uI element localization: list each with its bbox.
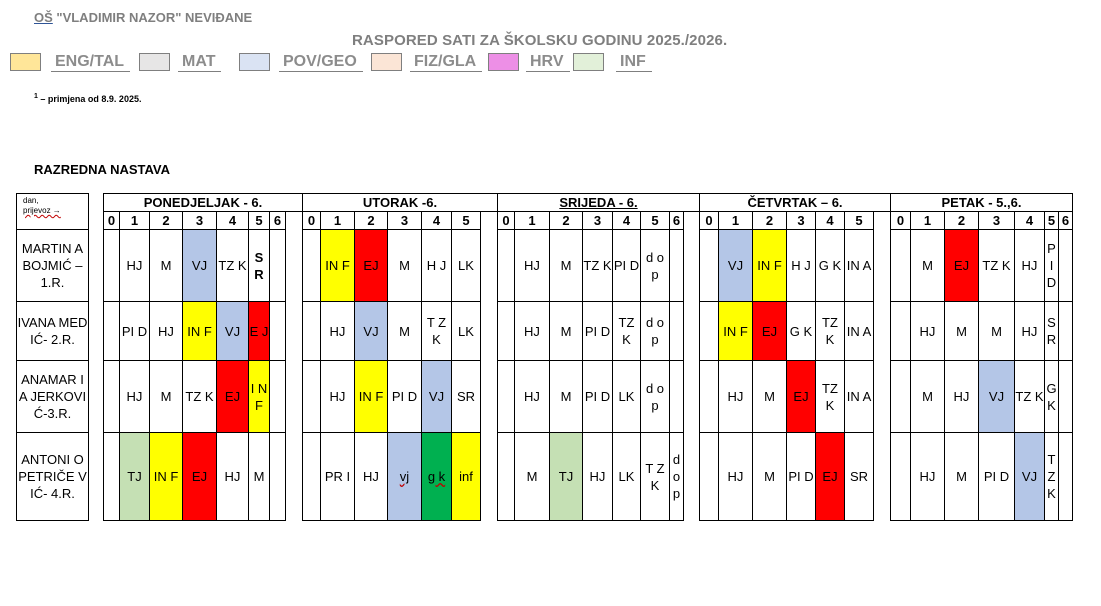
day-monday: PONEDJELJAK - 6. <box>104 194 303 212</box>
lesson-cell: M <box>753 433 787 521</box>
period-number: 2 <box>945 212 979 230</box>
lesson-cell: LK <box>613 433 641 521</box>
cell-empty <box>670 361 684 433</box>
lesson-cell: M <box>979 302 1015 361</box>
lesson-cell: T Z K <box>422 302 452 361</box>
period-number: 3 <box>183 212 217 230</box>
period-number: 4 <box>613 212 641 230</box>
lesson-cell: M <box>550 361 583 433</box>
legend-swatch-inf <box>573 53 604 71</box>
teacher-name: MARTIN A BOJMIĆ – 1.R. <box>17 230 89 302</box>
spacer <box>89 361 104 433</box>
period-number: 1 <box>719 212 753 230</box>
period-number: 0 <box>700 212 719 230</box>
lesson-cell: HJ <box>120 361 150 433</box>
cell-empty <box>891 433 911 521</box>
legend-swatch-fiz-gla <box>371 53 402 71</box>
lesson-cell: VJ <box>355 302 388 361</box>
lesson-cell: d o p <box>641 302 670 361</box>
lesson-cell: TZ K <box>816 302 845 361</box>
period-number: 2 <box>150 212 183 230</box>
lesson-cell: HJ <box>945 361 979 433</box>
spacer <box>286 230 303 302</box>
lesson-cell: HJ <box>321 302 355 361</box>
period-number: 0 <box>303 212 321 230</box>
cell-empty <box>700 433 719 521</box>
cell-empty <box>670 230 684 302</box>
day-friday: PETAK - 5.,6. <box>891 194 1073 212</box>
lesson-cell: TZ K <box>979 230 1015 302</box>
spacer <box>874 212 891 230</box>
cell-empty <box>498 361 515 433</box>
lesson-cell: HJ <box>515 361 550 433</box>
legend-label-hrv: HRV <box>526 53 570 72</box>
table-row <box>17 361 1073 433</box>
period-number: 5 <box>1045 212 1059 230</box>
legend-swatch-pov-geo <box>239 53 270 71</box>
teacher-name: ANTONI O PETRIČE VIĆ- 4.R. <box>17 433 89 521</box>
lesson-cell: TZ K <box>1015 361 1045 433</box>
lesson-cell: EJ <box>816 433 845 521</box>
legend-label-eng-tal: ENG/TAL <box>51 53 130 72</box>
cell-empty <box>670 302 684 361</box>
lesson-cell: VJ <box>719 230 753 302</box>
period-number: 4 <box>217 212 249 230</box>
page-title: RASPORED SATI ZA ŠKOLSKU GODINU 2025./2026. <box>352 32 728 49</box>
spacer <box>286 212 303 230</box>
lesson-cell: SR <box>845 433 874 521</box>
lesson-cell: IN F <box>150 433 183 521</box>
lesson-cell: LK <box>452 230 481 302</box>
lesson-cell: E J <box>249 302 270 361</box>
teacher-name: IVANA MEDIĆ- 2.R. <box>17 302 89 361</box>
lesson-cell: T Z K <box>1045 433 1059 521</box>
cell-empty <box>498 230 515 302</box>
lesson-cell: IN A <box>845 302 874 361</box>
lesson-cell: SR <box>452 361 481 433</box>
lesson-cell: TZ K <box>613 302 641 361</box>
corner-cell: dan, prijevoz → <box>17 194 89 230</box>
lesson-cell: TZ K <box>583 230 613 302</box>
cell-empty <box>1059 433 1073 521</box>
lesson-cell: TJ <box>550 433 583 521</box>
spacer <box>89 194 104 212</box>
lesson-cell: TZ K <box>183 361 217 433</box>
lesson-cell: HJ <box>583 433 613 521</box>
lesson-cell: HJ <box>911 433 945 521</box>
cell-empty <box>303 361 321 433</box>
lesson-cell: HJ <box>515 230 550 302</box>
spacer <box>684 212 700 230</box>
period-number: 0 <box>104 212 120 230</box>
period-number: 0 <box>891 212 911 230</box>
lesson-cell: VJ <box>1015 433 1045 521</box>
spacer <box>481 230 498 302</box>
lesson-cell: M <box>388 302 422 361</box>
lesson-cell: VJ <box>979 361 1015 433</box>
period-number: 1 <box>515 212 550 230</box>
lesson-cell: d o p <box>641 230 670 302</box>
lesson-cell: G K <box>1045 361 1059 433</box>
cell-empty <box>498 302 515 361</box>
cell-empty <box>104 433 120 521</box>
spacer <box>286 302 303 361</box>
lesson-cell: IN F <box>183 302 217 361</box>
period-number: 3 <box>979 212 1015 230</box>
lesson-cell: EJ <box>217 361 249 433</box>
lesson-cell: g k <box>422 433 452 521</box>
lesson-cell: P I D <box>1045 230 1059 302</box>
lesson-cell: VJ <box>217 302 249 361</box>
section-heading: RAZREDNA NASTAVA <box>34 162 171 177</box>
lesson-cell: PI D <box>787 433 816 521</box>
period-number: 5 <box>845 212 874 230</box>
lesson-cell: G K <box>787 302 816 361</box>
cell-empty <box>104 361 120 433</box>
lesson-cell: LK <box>613 361 641 433</box>
spacer <box>286 361 303 433</box>
period-number-row <box>17 212 1073 230</box>
lesson-cell: HJ <box>515 302 550 361</box>
spacer <box>89 433 104 521</box>
cell-empty <box>700 302 719 361</box>
day-tuesday: UTORAK -6. <box>303 194 498 212</box>
lesson-cell: IN F <box>719 302 753 361</box>
lesson-cell: IN A <box>845 361 874 433</box>
period-number: 6 <box>270 212 286 230</box>
lesson-cell: PI D <box>583 302 613 361</box>
period-number: 0 <box>498 212 515 230</box>
lesson-cell: M <box>150 361 183 433</box>
spacer <box>684 230 700 302</box>
period-number: 2 <box>753 212 787 230</box>
period-number: 1 <box>911 212 945 230</box>
lesson-cell: d o p <box>641 361 670 433</box>
lesson-cell: LK <box>452 302 481 361</box>
spacer <box>874 230 891 302</box>
period-number: 6 <box>670 212 684 230</box>
period-number: 4 <box>422 212 452 230</box>
lesson-cell: EJ <box>945 230 979 302</box>
period-number: 3 <box>583 212 613 230</box>
cell-empty <box>498 433 515 521</box>
lesson-cell: PI D <box>583 361 613 433</box>
period-number: 3 <box>787 212 816 230</box>
day-header-row <box>17 194 1073 212</box>
cell-empty <box>1059 230 1073 302</box>
cell-empty <box>303 302 321 361</box>
lesson-cell: TZ K <box>217 230 249 302</box>
period-number: 4 <box>1015 212 1045 230</box>
legend-label-pov-geo: POV/GEO <box>279 53 363 72</box>
lesson-cell: TJ <box>120 433 150 521</box>
legend-swatch-mat <box>139 53 170 71</box>
spacer <box>874 361 891 433</box>
cell-empty <box>891 230 911 302</box>
lesson-cell: S R <box>1045 302 1059 361</box>
lesson-cell: PI D <box>613 230 641 302</box>
school-name: OŠ "VLADIMIR NAZOR" NEVIĐANE <box>34 10 253 25</box>
cell-empty <box>303 230 321 302</box>
lesson-cell: PI D <box>388 361 422 433</box>
lesson-cell: EJ <box>787 361 816 433</box>
lesson-cell: M <box>388 230 422 302</box>
lesson-cell: VJ <box>422 361 452 433</box>
cell-empty <box>270 302 286 361</box>
lesson-cell: IN A <box>845 230 874 302</box>
period-number: 5 <box>641 212 670 230</box>
cell-empty <box>1059 361 1073 433</box>
cell-empty <box>104 230 120 302</box>
spacer <box>481 302 498 361</box>
lesson-cell: M <box>911 230 945 302</box>
cell-empty <box>1059 302 1073 361</box>
period-number: 2 <box>355 212 388 230</box>
lesson-cell: H J <box>422 230 452 302</box>
spacer <box>89 230 104 302</box>
legend-label-fiz-gla: FIZ/GLA <box>410 53 482 72</box>
lesson-cell: M <box>911 361 945 433</box>
period-number: 4 <box>816 212 845 230</box>
table-row <box>17 230 1073 302</box>
spacer <box>684 433 700 521</box>
lesson-cell: IN F <box>355 361 388 433</box>
lesson-cell: T Z K <box>641 433 670 521</box>
lesson-cell: HJ <box>355 433 388 521</box>
lesson-cell: HJ <box>217 433 249 521</box>
spacer <box>481 361 498 433</box>
lesson-cell: VJ <box>183 230 217 302</box>
lesson-cell: G K <box>816 230 845 302</box>
legend-label-mat: MAT <box>178 53 221 72</box>
table-row <box>17 433 1073 521</box>
spacer <box>89 212 104 230</box>
day-wednesday: SRIJEDA - 6. <box>498 194 700 212</box>
lesson-cell: PR I <box>321 433 355 521</box>
lesson-cell: HJ <box>911 302 945 361</box>
lesson-cell: IN F <box>321 230 355 302</box>
cell-empty <box>891 361 911 433</box>
lesson-cell: HJ <box>321 361 355 433</box>
lesson-cell: M <box>550 230 583 302</box>
spacer <box>481 433 498 521</box>
lesson-cell: EJ <box>355 230 388 302</box>
spacer <box>684 302 700 361</box>
table-row <box>17 302 1073 361</box>
lesson-cell: PI D <box>120 302 150 361</box>
day-thursday: ČETVRTAK – 6. <box>700 194 891 212</box>
lesson-cell: M <box>515 433 550 521</box>
spacer <box>874 433 891 521</box>
spacer <box>684 361 700 433</box>
lesson-cell: PI D <box>979 433 1015 521</box>
footnote: $^1$ – primjena od 8.9. 2025. <box>34 93 142 104</box>
period-number: 6 <box>1059 212 1073 230</box>
period-number: 5 <box>249 212 270 230</box>
lesson-cell: d o p <box>670 433 684 521</box>
legend-swatch-eng-tal <box>10 53 41 71</box>
lesson-cell: HJ <box>719 433 753 521</box>
cell-empty <box>270 433 286 521</box>
lesson-cell: HJ <box>719 361 753 433</box>
period-number: 1 <box>321 212 355 230</box>
lesson-cell: M <box>753 361 787 433</box>
lesson-cell: M <box>945 433 979 521</box>
lesson-cell: HJ <box>120 230 150 302</box>
legend-swatch-hrv <box>488 53 519 71</box>
cell-empty <box>270 361 286 433</box>
cell-empty <box>104 302 120 361</box>
spacer <box>874 302 891 361</box>
cell-empty <box>270 230 286 302</box>
lesson-cell: EJ <box>753 302 787 361</box>
lesson-cell: HJ <box>1015 230 1045 302</box>
lesson-cell: M <box>150 230 183 302</box>
lesson-cell: I N F <box>249 361 270 433</box>
lesson-cell: S R <box>249 230 270 302</box>
lesson-cell: M <box>249 433 270 521</box>
spacer <box>89 302 104 361</box>
legend <box>10 52 670 74</box>
cell-empty <box>891 302 911 361</box>
period-number: 5 <box>452 212 481 230</box>
lesson-cell: HJ <box>150 302 183 361</box>
legend-label-inf: INF <box>616 53 652 72</box>
period-number: 3 <box>388 212 422 230</box>
lesson-cell: IN F <box>753 230 787 302</box>
spacer <box>481 212 498 230</box>
spacer <box>286 433 303 521</box>
lesson-cell: inf <box>452 433 481 521</box>
lesson-cell: H J <box>787 230 816 302</box>
lesson-cell: M <box>550 302 583 361</box>
lesson-cell: M <box>945 302 979 361</box>
teacher-name: ANAMAR IA JERKOVI Ć-3.R. <box>17 361 89 433</box>
lesson-cell: vj <box>388 433 422 521</box>
timetable <box>16 193 1073 521</box>
cell-empty <box>303 433 321 521</box>
period-number: 1 <box>120 212 150 230</box>
lesson-cell: TZ K <box>816 361 845 433</box>
period-number: 2 <box>550 212 583 230</box>
cell-empty <box>700 230 719 302</box>
cell-empty <box>700 361 719 433</box>
lesson-cell: HJ <box>1015 302 1045 361</box>
lesson-cell: EJ <box>183 433 217 521</box>
